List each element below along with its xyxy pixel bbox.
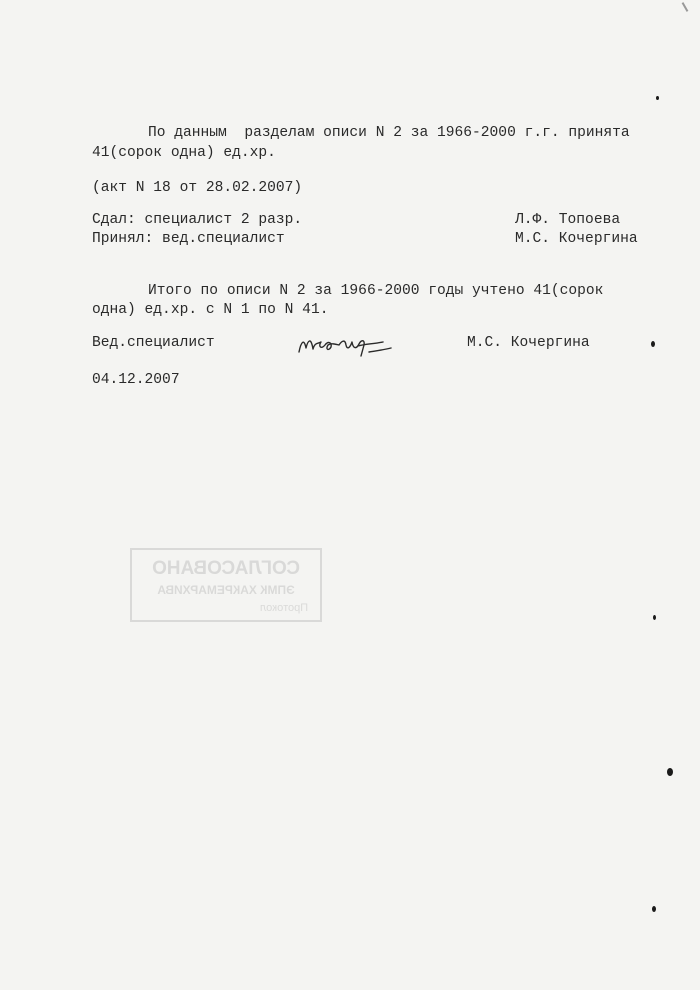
scan-speck bbox=[667, 768, 673, 776]
act-reference: (акт N 18 от 28.02.2007) bbox=[92, 180, 303, 196]
stamp-line-3: Протокол bbox=[259, 602, 309, 614]
paragraph-1-line-2: 41(сорок одна) ед.хр. bbox=[92, 145, 276, 161]
signer-name: М.С. Кочергина bbox=[467, 335, 590, 351]
faded-approval-stamp bbox=[128, 546, 324, 624]
handed-over-label: Сдал: специалист 2 разр. bbox=[92, 212, 303, 228]
scan-speck bbox=[651, 341, 655, 347]
paragraph-1-line-1: По данным разделам описи N 2 за 1966-2000 г.г. принята bbox=[148, 125, 630, 141]
handwritten-signature bbox=[295, 330, 395, 358]
scan-speck bbox=[652, 906, 656, 912]
scan-speck bbox=[682, 2, 689, 12]
signer-title: Вед.специалист bbox=[92, 335, 215, 351]
stamp-line-1: СОГЛАСОВАНО bbox=[152, 558, 300, 579]
total-line-1: Итого по описи N 2 за 1966-2000 годы учтено 41(сорок bbox=[148, 283, 604, 299]
document-date: 04.12.2007 bbox=[92, 372, 180, 388]
received-label: Принял: вед.специалист bbox=[92, 231, 285, 247]
stamp-line-2: ЭПМК ХАКРЕМАРХИВА bbox=[157, 583, 295, 597]
received-name: М.С. Кочергина bbox=[515, 231, 638, 247]
total-line-2: одна) ед.хр. с N 1 по N 41. bbox=[92, 302, 329, 318]
scan-speck bbox=[653, 615, 656, 620]
handed-over-name: Л.Ф. Топоева bbox=[515, 212, 621, 228]
scan-speck bbox=[656, 96, 659, 100]
